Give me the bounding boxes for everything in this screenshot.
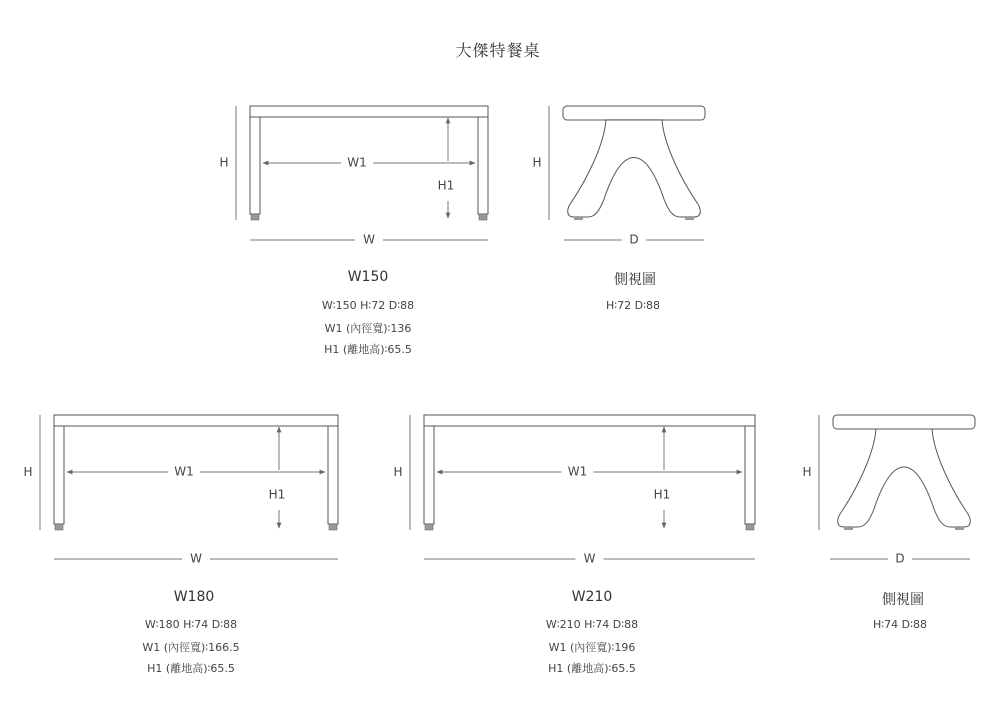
- front-view-caption: W150: [347, 269, 389, 285]
- spec-line: W∶210 H∶74 D∶88: [545, 618, 639, 631]
- width-label: W: [583, 551, 596, 566]
- spec-line: W∶180 H∶74 D∶88: [144, 618, 238, 631]
- right-leg: [328, 426, 338, 524]
- clearance-label: H1: [653, 487, 671, 502]
- side-tabletop: [833, 415, 975, 429]
- front-view-drawing: [23, 415, 338, 566]
- side-tabletop: [563, 106, 705, 120]
- inner-width-label: W1: [567, 464, 588, 479]
- width-label: W: [190, 551, 202, 566]
- height-label: H: [219, 155, 229, 170]
- right-leg: [478, 117, 488, 214]
- height-label: H: [23, 465, 33, 479]
- right-foot: [329, 524, 337, 530]
- right-foot: [479, 214, 487, 220]
- front-view-drawing: [393, 415, 755, 566]
- right-foot: [955, 527, 964, 530]
- left-foot: [55, 524, 63, 530]
- spec-line: H1 (離地高)∶65.5: [548, 662, 636, 675]
- height-label: H: [802, 465, 812, 479]
- height-label: H: [532, 155, 542, 170]
- spec-line: W1 (內徑寬)∶136: [324, 322, 412, 335]
- spec-line: H1 (離地高)∶65.5: [324, 343, 412, 356]
- left-foot: [844, 527, 853, 530]
- left-foot: [425, 524, 433, 530]
- tabletop: [54, 415, 338, 426]
- a-frame-leg: [568, 120, 701, 217]
- inner-width-label: W1: [347, 155, 367, 170]
- clearance-label: H1: [268, 487, 286, 502]
- side-view-caption: 側視圖: [614, 272, 656, 288]
- right-foot: [685, 217, 694, 220]
- spec-line: H∶72 D∶88: [606, 299, 660, 312]
- inner-width-label: W1: [174, 464, 194, 479]
- height-label: H: [393, 465, 403, 479]
- spec-line: W∶150 H∶72 D∶88: [321, 299, 415, 312]
- a-frame-leg: [838, 429, 971, 527]
- front-view-caption: W210: [571, 589, 613, 605]
- spec-line: H1 (離地高)∶65.5: [147, 662, 235, 675]
- left-leg: [54, 426, 64, 524]
- width-label: W: [363, 232, 375, 247]
- left-leg: [250, 117, 260, 214]
- side-view-caption: 側視圖: [882, 592, 924, 608]
- left-leg: [424, 426, 434, 524]
- front-view-caption: W180: [173, 589, 215, 605]
- right-leg: [745, 426, 755, 524]
- side-view-drawing: [802, 415, 975, 566]
- spec-line: W1 (內徑寬)∶196: [548, 641, 636, 654]
- page-title: 大傑特餐桌: [455, 41, 541, 60]
- side-view-drawing: [532, 106, 705, 247]
- right-foot: [746, 524, 754, 530]
- clearance-label: H1: [437, 178, 455, 193]
- depth-label: D: [629, 232, 639, 247]
- spec-line: H∶74 D∶88: [873, 618, 927, 631]
- spec-line: W1 (內徑寬)∶166.5: [142, 641, 240, 654]
- tabletop: [424, 415, 755, 426]
- tabletop: [250, 106, 488, 117]
- front-view-drawing: [219, 106, 488, 247]
- left-foot: [251, 214, 259, 220]
- left-foot: [574, 217, 583, 220]
- depth-label: D: [895, 551, 905, 566]
